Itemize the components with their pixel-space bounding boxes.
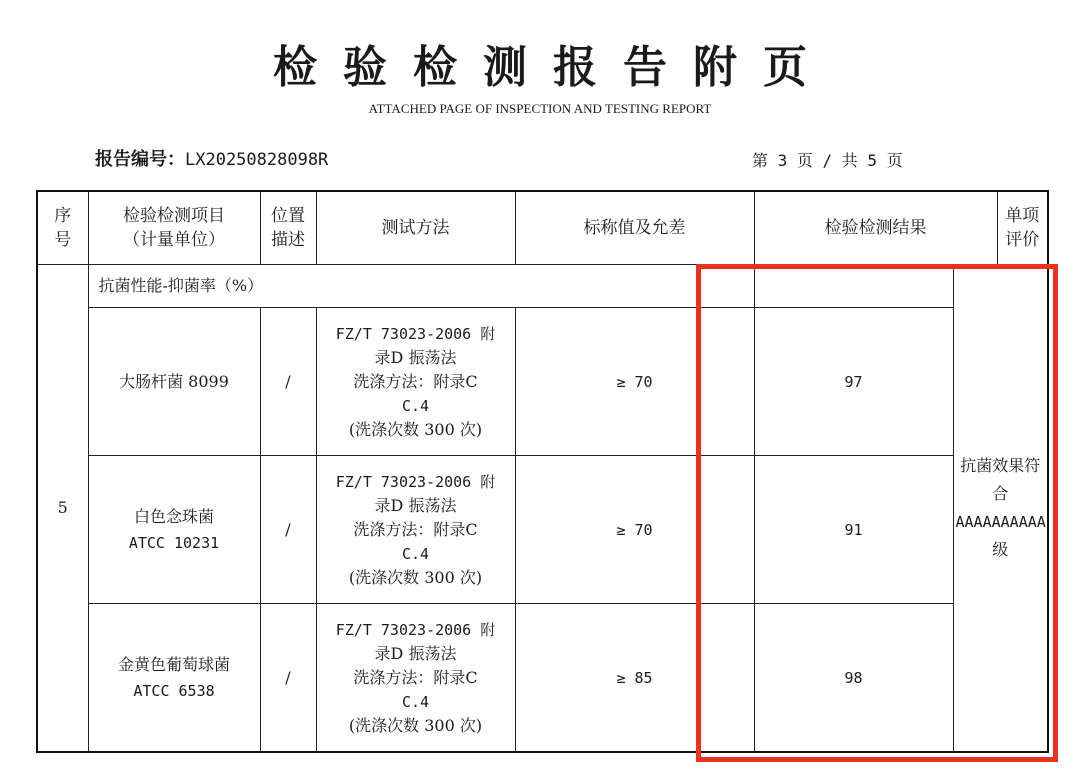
page-title: 检验检测报告附页	[273, 42, 833, 93]
header-method: 测试方法	[316, 191, 515, 265]
item-name-cell: 金黄色葡萄球菌 ATCC 6538	[88, 604, 260, 753]
standard-cell: ≥ 70	[515, 308, 754, 456]
result-cell: 91	[754, 456, 953, 604]
result-cell: 97	[754, 308, 953, 456]
evaluation-cell: 抗菌效果符合 AAAAAAAAAA 级	[953, 265, 1048, 753]
item-name-cell: 大肠杆菌 8099	[88, 308, 260, 456]
header-standard: 标称值及允差	[515, 191, 754, 265]
table-header-row	[37, 191, 1048, 265]
position-cell: /	[260, 604, 316, 753]
table-row	[37, 456, 1048, 604]
inspection-table	[36, 190, 1049, 753]
header-position: 位置 描述	[260, 191, 316, 265]
group-label: 抗菌性能-抑菌率（%）	[88, 265, 754, 308]
item-name-cell: 白色念珠菌 ATCC 10231	[88, 456, 260, 604]
method-cell: FZ/T 73023-2006 附 录D 振荡法 洗涤方法：附录C C.4 (洗涤次数 300 次)	[316, 308, 515, 456]
result-cell: 98	[754, 604, 953, 753]
header-item: 检验检测项目 （计量单位）	[88, 191, 260, 265]
page-indicator: 第 3 页 / 共 5 页	[752, 151, 903, 170]
method-cell: FZ/T 73023-2006 附 录D 振荡法 洗涤方法：附录C C.4 (洗涤次数 300 次)	[316, 456, 515, 604]
header-result-eval	[754, 191, 1048, 265]
position-cell: /	[260, 456, 316, 604]
header-result: 检验检测结果	[824, 218, 927, 238]
report-number-value: LX20250828098R	[185, 150, 329, 170]
position-cell: /	[260, 308, 316, 456]
page-subtitle: ATTACHED PAGE OF INSPECTION AND TESTING REPORT	[368, 101, 712, 116]
table-row	[37, 604, 1048, 753]
header-evaluation: 单项 评价	[1005, 206, 1040, 250]
report-number-label: 报告编号：	[95, 149, 185, 170]
report-number	[95, 146, 328, 174]
seq-cell: 5	[37, 265, 88, 753]
standard-cell: ≥ 70	[515, 456, 754, 604]
method-cell: FZ/T 73023-2006 附 录D 振荡法 洗涤方法：附录C C.4 (洗涤次数 300 次)	[316, 604, 515, 753]
table-row	[37, 265, 1048, 308]
table-row	[37, 308, 1048, 456]
group-result-blank	[754, 265, 953, 308]
standard-cell: ≥ 85	[515, 604, 754, 753]
header-seq: 序 号	[37, 191, 88, 265]
